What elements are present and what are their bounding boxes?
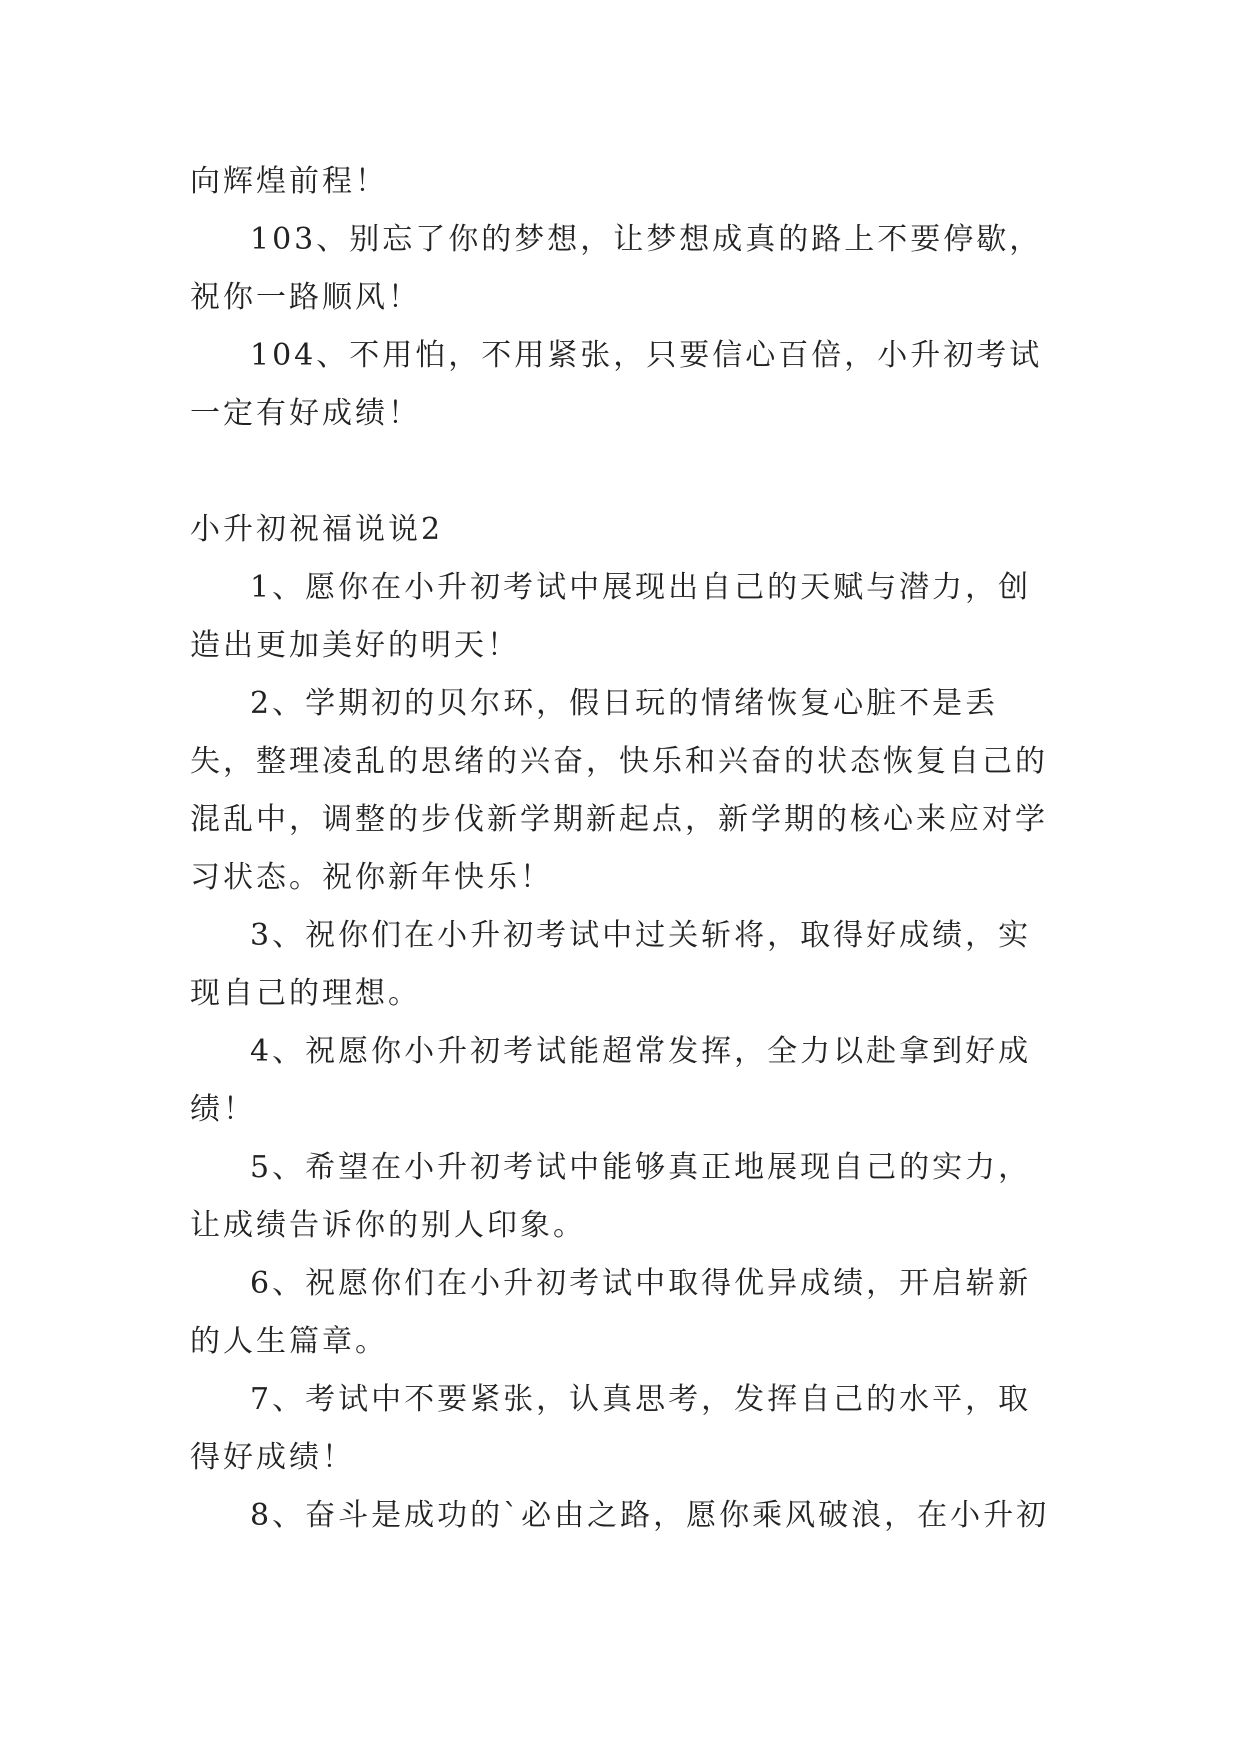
list-item: 8、奋斗是成功的`必由之路，愿你乘风破浪，在小升初 [250,1498,1050,1533]
section-heading: 小升初祝福说说2 [190,512,444,547]
list-item: 7、考试中不要紧张，认真思考，发挥自己的水平，取得好成绩！ [190,1382,1032,1475]
list-item: 5、希望在小升初考试中能够真正地展现自己的实力，让成绩告诉你的别人印象。 [190,1150,1032,1243]
paragraph-103: 103、别忘了你的梦想，让梦想成真的路上不要停歇，祝你一路顺风！ [190,222,1043,315]
list-item: 1、愿你在小升初考试中展现出自己的天赋与潜力，创造出更加美好的明天！ [190,570,1032,663]
list-item: 2、学期初的贝尔环，假日玩的情绪恢复心脏不是丢失，整理凌乱的思绪的兴奋，快乐和兴奋的状态恢复自己的混乱中，调整的步伐新学期新起点，新学期的核心来应对学习状态。祝你新年快乐！ [190,686,1048,895]
paragraph-104: 104、不用怕，不用紧张，只要信心百倍，小升初考试一定有好成绩！ [190,338,1043,431]
list-item: 4、祝愿你小升初考试能超常发挥，全力以赴拿到好成绩！ [190,1034,1032,1127]
paragraph-continuation: 向辉煌前程！ [190,164,388,199]
list-item: 6、祝愿你们在小升初考试中取得优异成绩，开启崭新的人生篇章。 [190,1266,1032,1359]
document-body [190,153,1060,1545]
list-item: 3、祝你们在小升初考试中过关斩将，取得好成绩，实现自己的理想。 [190,918,1032,1011]
